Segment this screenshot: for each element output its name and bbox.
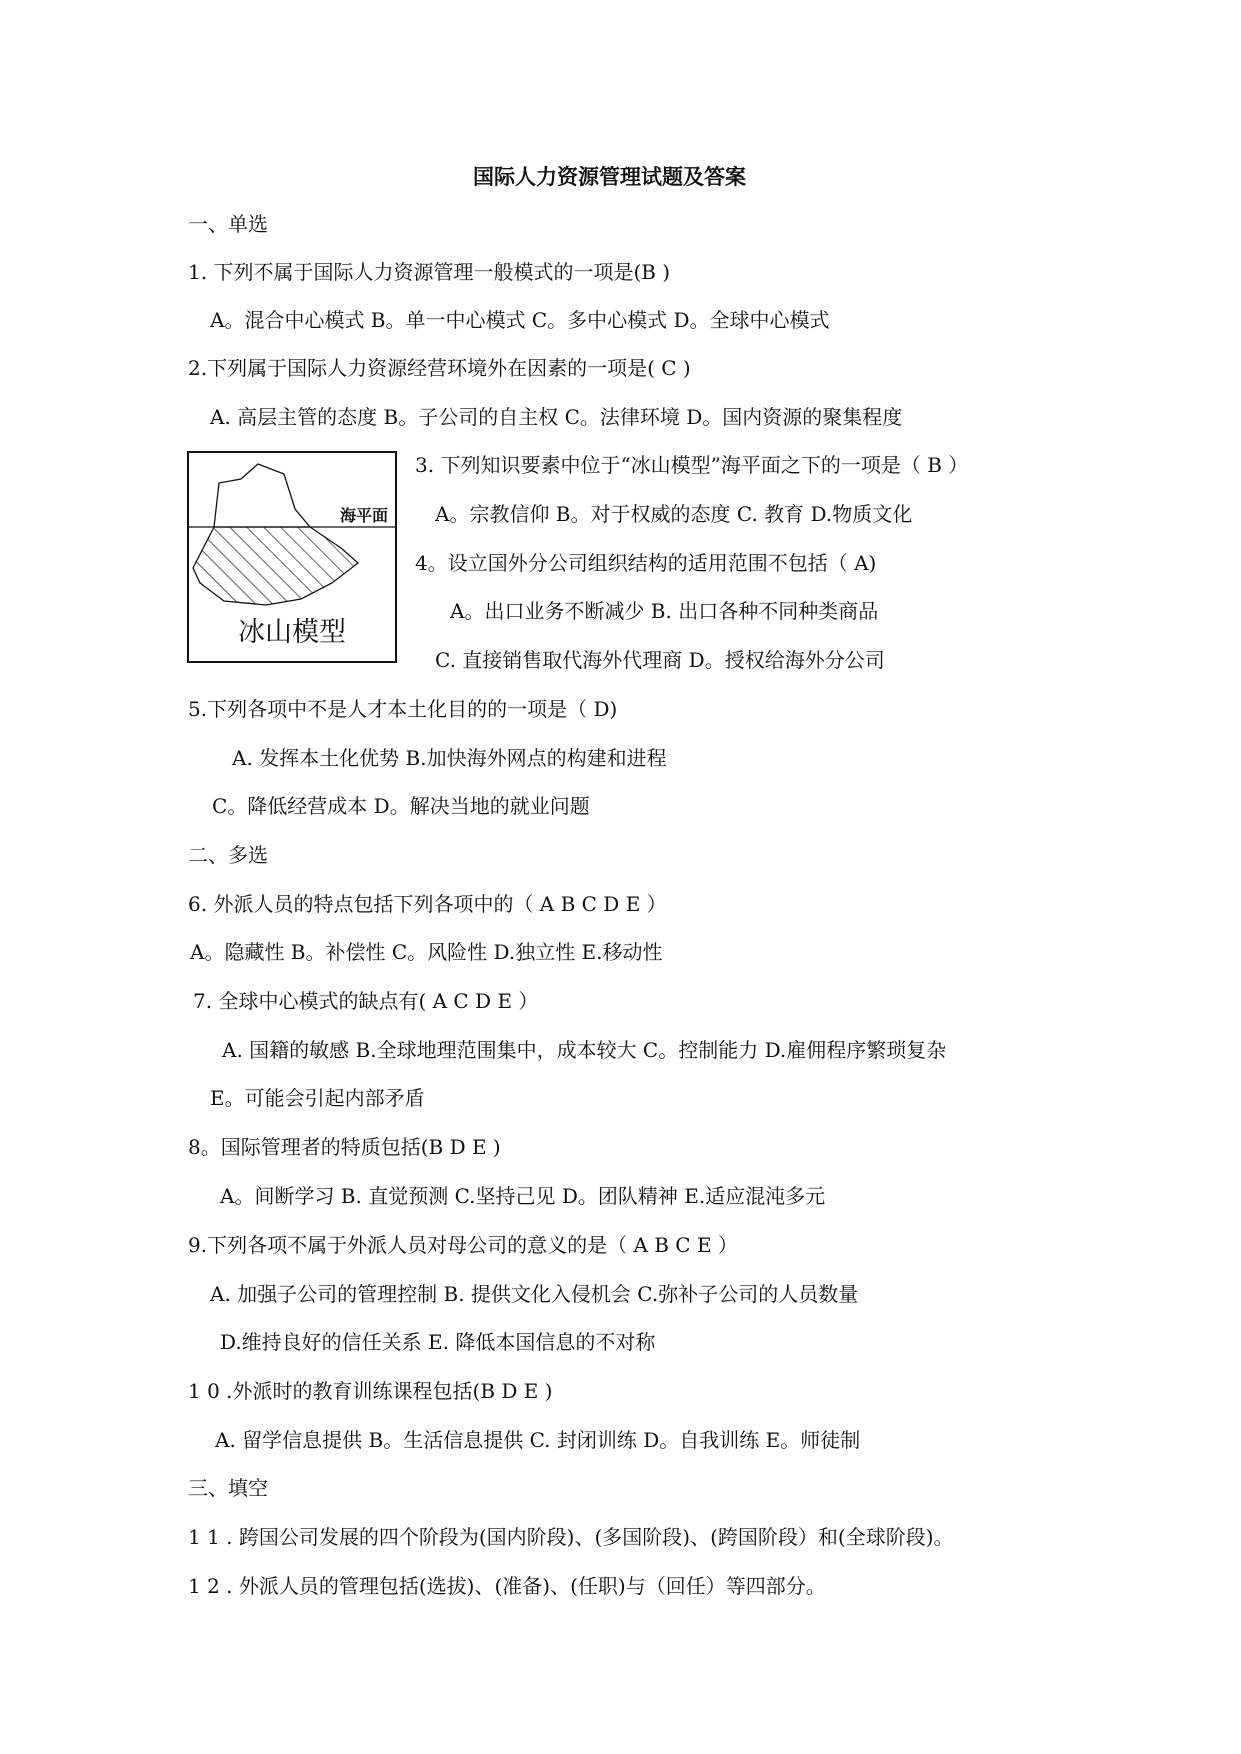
sea-level-label: 海平面 — [340, 508, 389, 525]
question-5-options-2: C。降低经营成本 D。解决当地的就业问题 — [212, 794, 590, 818]
question-8: 8。国际管理者的特质包括(B D E ) — [188, 1135, 501, 1159]
question-9-options-2: D.维持良好的信任关系 E. 降低本国信息的不对称 — [220, 1330, 656, 1354]
question-9: 9.下列各项不属于外派人员对母公司的意义的是（ A B C E ） — [188, 1233, 738, 1257]
question-4: 4。设立国外分公司组织结构的适用范围不包括（ A) — [415, 551, 877, 575]
question-9-options-1: A. 加强子公司的管理控制 B. 提供文化入侵机会 C.弥补子公司的人员数量 — [210, 1282, 859, 1306]
section-fill-in: 三、填空 — [188, 1476, 268, 1500]
iceberg-model-figure — [187, 451, 397, 663]
question-7: 7. 全球中心模式的缺点有( A C D E ） — [193, 989, 539, 1013]
question-5-options-1: A. 发挥本土化优势 B.加快海外网点的构建和进程 — [232, 746, 667, 770]
question-7-options-1: A. 国籍的敏感 B.全球地理范围集中，成本较大 C。控制能力 D.雇佣程序繁琐复杂 — [222, 1038, 947, 1062]
question-7-options-2: E。可能会引起内部矛盾 — [210, 1086, 425, 1110]
question-10-options: A. 留学信息提供 B。生活信息提供 C. 封闭训练 D。自我训练 E。师徒制 — [215, 1428, 861, 1452]
question-10: 1 0 .外派时的教育训练课程包括(B D E ) — [188, 1379, 553, 1403]
question-3: 3. 下列知识要素中位于“冰山模型”海平面之下的一项是（ B ） — [415, 453, 969, 477]
iceberg-submerged-part — [193, 527, 358, 605]
question-1-options: A。混合中心模式 B。单一中心模式 C。多中心模式 D。全球中心模式 — [210, 308, 830, 332]
section-single-choice: 一、单选 — [188, 212, 268, 236]
page-title: 国际人力资源管理试题及答案 — [473, 164, 746, 189]
question-6: 6. 外派人员的特点包括下列各项中的（ A B C D E ） — [188, 892, 667, 916]
question-1: 1. 下列不属于国际人力资源管理一般模式的一项是(B ) — [188, 260, 671, 284]
section-multiple-choice: 二、多选 — [188, 843, 268, 867]
question-11: 1 1 . 跨国公司发展的四个阶段为(国内阶段)、(多国阶段)、(跨国阶段）和(全球阶段)。 — [188, 1525, 954, 1549]
question-12: 1 2 . 外派人员的管理包括(选拔)、(准备)、(任职)与（回任）等四部分。 — [188, 1574, 826, 1598]
question-4-options-2: C. 直接销售取代海外代理商 D。授权给海外分公司 — [435, 648, 885, 672]
question-3-options: A。宗教信仰 B。对于权威的态度 C. 教育 D.物质文化 — [435, 502, 913, 526]
question-2: 2.下列属于国际人力资源经营环境外在因素的一项是( C ) — [188, 356, 691, 380]
figure-caption: 冰山模型 — [238, 617, 346, 648]
question-4-options-1: A。出口业务不断减少 B. 出口各种不同种类商品 — [450, 599, 879, 623]
question-2-options: A. 高层主管的态度 B。子公司的自主权 C。法律环境 D。国内资源的聚集程度 — [210, 405, 903, 429]
question-8-options: A。间断学习 B. 直觉预测 C.坚持己见 D。团队精神 E.适应混沌多元 — [220, 1184, 826, 1208]
iceberg-tip — [214, 464, 310, 527]
question-5: 5.下列各项中不是人才本土化目的的一项是（ D) — [188, 697, 618, 721]
question-6-options: A。隐藏性 B。补偿性 C。风险性 D.独立性 E.移动性 — [190, 940, 663, 964]
